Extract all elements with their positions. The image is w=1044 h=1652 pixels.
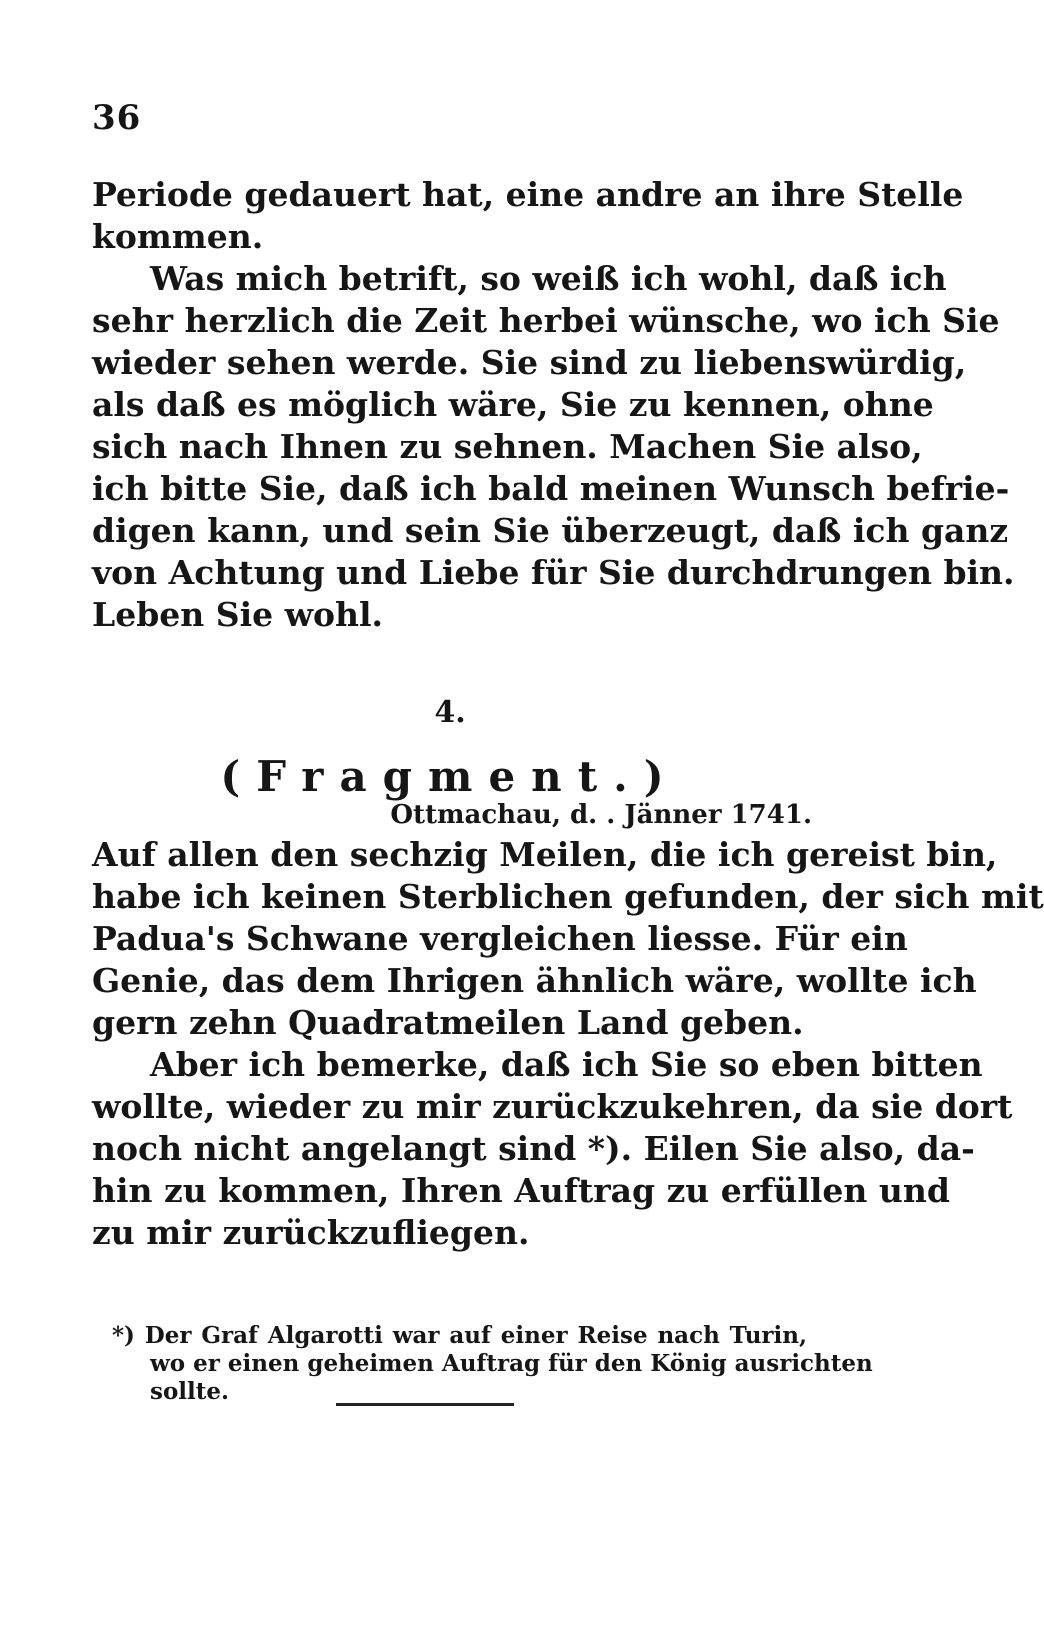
text-line: habe ich keinen Sterblichen gefunden, der sich mit [92, 877, 1044, 916]
text-line: Leben Sie wohl. [92, 595, 384, 634]
text-line: als daß es möglich wäre, Sie zu kennen, ohne [92, 385, 934, 424]
text-line: Auf allen den sechzig Meilen, die ich gereist bin, [92, 835, 998, 874]
letter-paragraph-1 [92, 834, 1044, 1044]
text-line: Periode gedauert hat, eine andre an ihre Stelle [92, 175, 964, 214]
letter-paragraph-2 [92, 1044, 1013, 1254]
text-line: gern zehn Quadratmeilen Land geben. [92, 1003, 804, 1042]
text-line: sehr herzlich die Zeit herbei wünsche, wo ich Sie [92, 301, 1000, 340]
footnote-line: *) Der Graf Algarotti war auf einer Reise nach Turin, [112, 1322, 807, 1349]
text-line: von Achtung und Liebe für Sie durchdrungen bin. [92, 553, 1015, 592]
text-line: hin zu kommen, Ihren Auftrag zu erfüllen und [92, 1171, 950, 1210]
end-rule-divider [336, 1403, 514, 1406]
text-line: noch nicht angelangt sind *). Eilen Sie also, da- [92, 1129, 975, 1168]
text-line: digen kann, und sein Sie überzeugt, daß ich ganz [92, 511, 1009, 550]
text-line: zu mir zurückzufliegen. [92, 1213, 530, 1252]
text-line: ich bitte Sie, daß ich bald meinen Wunsch befrie- [92, 469, 1010, 508]
text-line: wollte, wieder zu mir zurückzukehren, da sie dort [92, 1087, 1013, 1126]
text-line: Genie, das dem Ihrigen ähnlich wäre, wollte ich [92, 961, 977, 1000]
section-number: 4. [434, 695, 466, 730]
text-line: kommen. [92, 217, 264, 256]
previous-letter-ending [92, 174, 1015, 636]
footnote-line: wo er einen geheimen Auftrag für den König ausrichten [150, 1350, 873, 1377]
text-line: sich nach Ihnen zu sehnen. Machen Sie also, [92, 427, 923, 466]
text-line: Padua's Schwane vergleichen liesse. Für ein [92, 919, 908, 958]
page-number: 36 [92, 98, 142, 138]
text-line: Aber ich bemerke, daß ich Sie so eben bitten [150, 1045, 983, 1084]
footnote-line: sollte. [150, 1378, 230, 1405]
text-line: wieder sehen werde. Sie sind zu liebenswürdig, [92, 343, 967, 382]
section-title: (Fragment.) [220, 752, 680, 801]
footnote [112, 1322, 873, 1406]
dateline: Ottmachau, d. . Jänner 1741. [390, 800, 812, 830]
text-line: Was mich betrift, so weiß ich wohl, daß ich [150, 259, 947, 298]
